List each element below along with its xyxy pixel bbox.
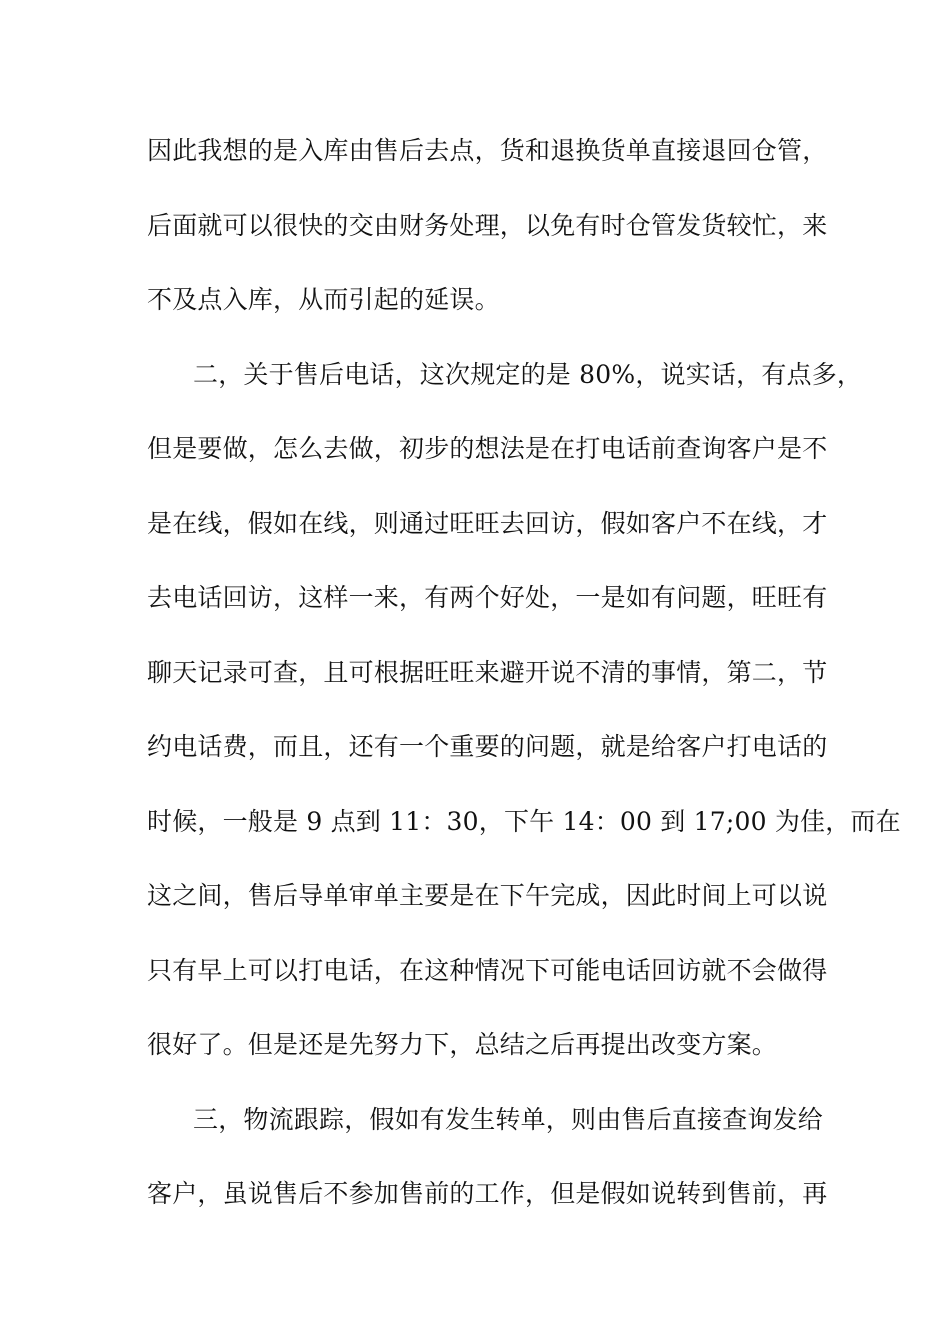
text-line: 不及点入库，从而引起的延误。 xyxy=(147,285,500,314)
text-line: 约电话费，而且，还有一个重要的问题，就是给客户打电话的 xyxy=(147,732,828,761)
text-line: 因此我想的是入库由售后去点，货和退换货单直接退回仓管， xyxy=(147,136,828,165)
text-line: 但是要做，怎么去做，初步的想法是在打电话前查询客户是不 xyxy=(147,434,828,463)
text-line: 时候，一般是 9 点到 11：30，下午 14：00 到 17;00 为佳，而在 xyxy=(147,807,901,836)
text-line: 这之间，售后导单审单主要是在下午完成，因此时间上可以说 xyxy=(147,881,828,910)
text-line: 聊天记录可查，且可根据旺旺来避开说不清的事情，第二，节 xyxy=(147,658,828,687)
text-line: 后面就可以很快的交由财务处理，以免有时仓管发货较忙，来 xyxy=(147,211,828,240)
text-line: 是在线，假如在线，则通过旺旺去回访，假如客户不在线，才 xyxy=(147,509,828,538)
paragraph-start-line: 二，关于售后电话，这次规定的是 80%，说实话，有点多， xyxy=(193,360,863,389)
paragraph-start-line: 三，物流跟踪，假如有发生转单，则由售后直接查询发给 xyxy=(193,1105,824,1134)
text-line: 只有早上可以打电话，在这种情况下可能电话回访就不会做得 xyxy=(147,956,828,985)
text-line: 很好了。但是还是先努力下，总结之后再提出改变方案。 xyxy=(147,1030,778,1059)
text-line: 客户，虽说售后不参加售前的工作，但是假如说转到售前，再 xyxy=(147,1179,828,1208)
text-line: 去电话回访，这样一来，有两个好处，一是如有问题，旺旺有 xyxy=(147,583,828,612)
